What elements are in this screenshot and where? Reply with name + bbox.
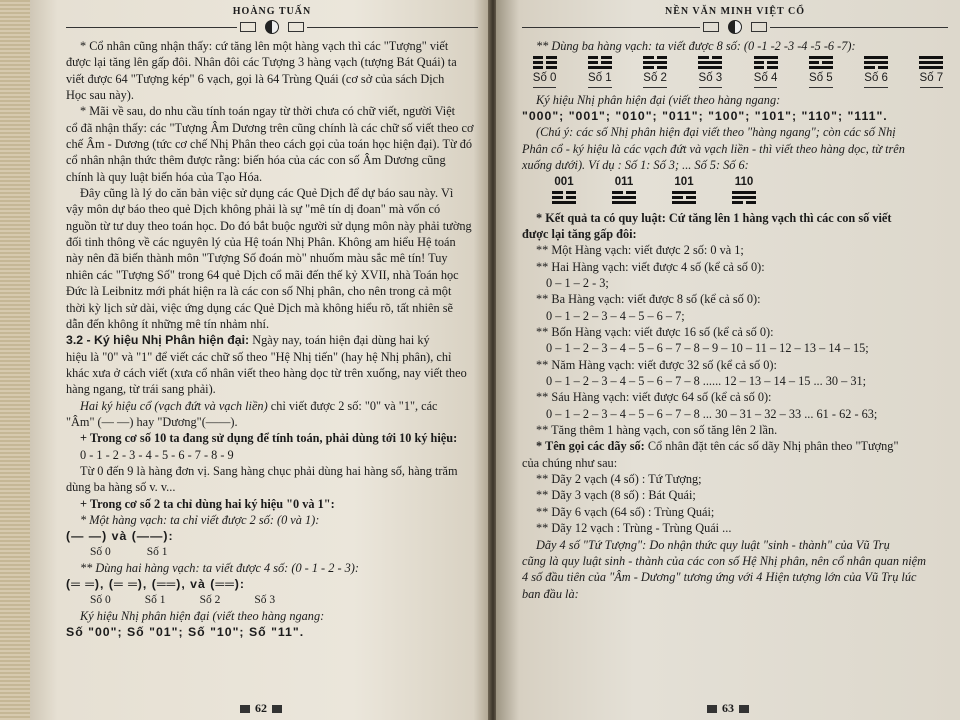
list-item: 0 – 1 – 2 – 3 – 4 – 5 – 6 – 7 – 8 ... 30 – 31 – 32 – 33 ... 61 - 62 - 63; bbox=[546, 406, 878, 421]
bold-text: được lại tăng gấp đôi: bbox=[522, 226, 637, 241]
number-label: Số 1 bbox=[144, 593, 166, 606]
italic-text: Phân cổ - ký hiệu là các vạch đứt và vạch liền - thì viết theo hàng dọc, từ trên bbox=[522, 141, 905, 156]
right-page bbox=[496, 0, 960, 720]
binary-code-label: 110 bbox=[734, 176, 754, 189]
trigram-cell bbox=[528, 56, 561, 87]
italic-text: Ký hiệu Nhị phân hiện đại (viết theo hàng ngang: bbox=[536, 92, 781, 107]
italic-text: (Chú ý: các số Nhị phân hiện đại viết theo "hàng ngang"; còn các số Nhị bbox=[536, 125, 896, 140]
trigram-icon bbox=[864, 56, 888, 69]
binary-values: "000"; "001"; "010"; "011"; "100"; "101"; "110"; "111". bbox=[522, 108, 888, 123]
text-line: dùng ba hàng số v. v... bbox=[66, 480, 176, 495]
number-label: Số 6 bbox=[864, 71, 888, 87]
running-header: NỀN VĂN MINH VIỆT CỔ bbox=[664, 6, 806, 17]
trigram-cell bbox=[749, 56, 782, 87]
binary-code-label: 011 bbox=[614, 176, 634, 189]
binary-values: Số "00"; Số "01"; Số "10"; Số "11". bbox=[66, 625, 305, 640]
trigram-icon bbox=[732, 191, 756, 204]
trigram-icon bbox=[552, 191, 576, 204]
number-label: Số 2 bbox=[199, 593, 221, 606]
trigram-icon bbox=[809, 56, 833, 69]
text-line: vậy môn dự báo theo quẻ Dịch không phải là sự "mê tín dị đoan" mà vốn có bbox=[66, 202, 441, 217]
trigram-icon bbox=[588, 56, 612, 69]
binary-code-example bbox=[552, 175, 576, 205]
list-item: ** Dãy 6 vạch (64 số) : Trùng Quái; bbox=[536, 504, 715, 519]
right-body-text bbox=[522, 38, 948, 602]
bold-text: * Tên gọi các dãy số: bbox=[536, 439, 645, 454]
text-line: Đây cũng là lý do căn bản việc sử dụng các Quẻ Dịch để dự báo sau này. Vì bbox=[80, 186, 454, 201]
number-label: Số 2 bbox=[643, 71, 667, 87]
text-line: đối tinh thông về các nguyên lý của Hệ toán Nhị Phân. Không am hiểu Hệ toán bbox=[66, 235, 456, 250]
italic-text: Dãy 4 số "Tứ Tượng": Do nhận thức quy luật "sinh - thành" của Vũ Trụ bbox=[536, 537, 890, 552]
page-number: 62 bbox=[30, 701, 492, 716]
number-label: Số 3 bbox=[699, 71, 723, 87]
page-number: 63 bbox=[496, 701, 960, 716]
trigram-cell bbox=[583, 56, 616, 87]
trigram-cell bbox=[639, 56, 672, 87]
text-line: Cổ nhân đặt tên các số dãy Nhị phân theo "Tượng" bbox=[644, 439, 899, 454]
text-line: viết được 64 "Tượng kép" 6 vạch, gọi là 64 Trùng Quái (cơ sở của sách Dịch bbox=[66, 71, 445, 86]
text-line: Học sau này). bbox=[66, 88, 134, 103]
text-line: chế Âm - Dương (tức cơ chế Nhị Phân theo cách gọi của toán học hiện đại). Từ đó bbox=[66, 137, 472, 152]
line-symbols: (— —) và (——): bbox=[66, 529, 174, 544]
number-label: Số 4 bbox=[754, 71, 778, 87]
trigram-cell bbox=[804, 56, 837, 87]
page-edge bbox=[0, 0, 30, 720]
header-ornament bbox=[522, 20, 948, 34]
text-line: được lại tăng lên gấp đôi. Nhân đôi các Tượng 3 hàng vạch (tượng Bát Quái) ta bbox=[66, 55, 457, 70]
number-label: Số 1 bbox=[588, 71, 612, 87]
italic-text: 4 số đầu tiên của "Âm - Dương" tương ứng với 4 Hiện tượng lớn của Vũ Trụ lúc bbox=[522, 570, 917, 585]
list-item: 0 – 1 – 2 – 3 – 4 – 5 – 6 – 7 – 8 – 9 – 10 – 11 – 12 – 13 – 14 – 15; bbox=[546, 341, 869, 356]
text-line: của chúng như sau: bbox=[522, 455, 618, 470]
list-item: 0 – 1 – 2 – 3 – 4 – 5 – 6 – 7; bbox=[546, 308, 685, 323]
list-item: ** Dãy 2 vạch (4 số) : Tứ Tượng; bbox=[536, 472, 702, 487]
text-line: nguồn từ tư duy theo toán học. Do đó bắt buộc người sử dụng môn này phải tường bbox=[66, 218, 472, 233]
digit-sequence: 0 - 1 - 2 - 3 - 4 - 5 - 6 - 7 - 8 - 9 bbox=[80, 447, 234, 462]
text-line: * Cổ nhân cũng nhận thấy: cứ tăng lên một hàng vạch thì các "Tượng" viết bbox=[80, 39, 449, 53]
list-item: ** Năm Hàng vạch: viết được 32 số (kể cả số 0): bbox=[536, 357, 777, 372]
list-item: ** Hai Hàng vạch: viết được 4 số (kể cả số 0): bbox=[536, 259, 765, 274]
binary-code-label: 101 bbox=[674, 176, 694, 189]
trigram-icon bbox=[612, 191, 636, 204]
section-heading: 3.2 - Ký hiệu Nhị Phân hiện đại: bbox=[66, 333, 250, 348]
trigram-cell bbox=[860, 56, 893, 87]
number-label: Số 0 bbox=[90, 593, 111, 606]
text-line: chỉ viết được 2 số: "0" và "1", các bbox=[267, 398, 438, 413]
text-line: * Mãi về sau, do nhu cầu tính toán ngay từ thời chưa có chữ viết, người Việt bbox=[80, 104, 456, 119]
number-label: Số 1 bbox=[146, 545, 168, 558]
binary-code-label: 001 bbox=[554, 176, 574, 189]
list-item: ** Dãy 12 vạch : Trùng - Trùng Quái ... bbox=[536, 521, 732, 536]
binary-code-example bbox=[612, 175, 636, 205]
yin-yang-icon bbox=[265, 20, 279, 34]
list-item: ** Sáu Hàng vạch: viết được 64 số (kể cả số 0): bbox=[536, 390, 772, 405]
binary-code-example bbox=[732, 175, 756, 205]
list-item: ** Ba Hàng vạch: viết được 8 số (kể cả số 0): bbox=[536, 292, 761, 307]
italic-text: ban đầu là: bbox=[522, 586, 579, 601]
text-line: cổ đã nhận thấy: các "Tượng Âm Dương trên cũng chính là các chữ số viết theo cơ bbox=[66, 120, 474, 135]
list-item: ** Tăng thêm 1 hàng vạch, con số tăng lên 2 lần. bbox=[536, 423, 778, 438]
list-item: 0 – 1 – 2 – 3 – 4 – 5 – 6 – 7 – 8 ...... 12 – 13 – 14 – 15 ... 30 – 31; bbox=[546, 374, 867, 389]
text-line: hiệu là "0" và "1" để viết các chữ số theo "Hệ Nhị tiến" (hay hệ Nhị phân), chỉ bbox=[66, 349, 452, 364]
trigram-icon bbox=[533, 56, 557, 69]
header-ornament bbox=[66, 20, 478, 34]
trigram-cell bbox=[694, 56, 727, 87]
line-symbols: (═ ═), (═ ═), (══), và (══): bbox=[66, 577, 245, 592]
italic-text: cũng là quy luật sinh - thành của các con số Hệ Nhị phân, nên cổ nhân quan niệm bbox=[522, 553, 927, 568]
trigram-icon bbox=[643, 56, 667, 69]
text-line: cổ nhân nhận thức thêm được rằng: biến hóa của các con số Âm Dương cũng bbox=[66, 153, 446, 168]
trigram-icon bbox=[698, 56, 722, 69]
text-line: thời kỳ lịch sử dài, việc ứng dụng các Quẻ Dịch mà không hiểu rõ, tất nhiên sẽ bbox=[66, 300, 453, 315]
list-item: 0 – 1 – 2 - 3; bbox=[546, 276, 609, 290]
number-label: Số 3 bbox=[254, 593, 276, 606]
trigram-cell bbox=[915, 56, 948, 87]
text-line: Đức là Leibnitz mới phát hiện ra là các con số Nhị phân, cho nên trong cả một bbox=[66, 284, 452, 299]
text-line: nhiên các "Tượng Số" trong 64 quẻ Dịch cổ mãi đến thế kỷ XVII, nhà Toán học bbox=[66, 267, 459, 282]
text-line: khác xưa ở cách viết (xưa cổ nhân viết theo hàng dọc từ trên xuống, nay viết theo bbox=[66, 365, 467, 380]
list-item: ** Bốn Hàng vạch: viết được 16 số (kể cả số 0): bbox=[536, 325, 774, 340]
trigram-icon bbox=[754, 56, 778, 69]
italic-text: * Một hàng vạch: ta chỉ viết được 2 số: (0 và 1): bbox=[80, 512, 320, 527]
trigram-row bbox=[528, 56, 948, 87]
number-label: Số 7 bbox=[920, 71, 944, 87]
trigram-icon bbox=[919, 56, 943, 69]
text-line: "Âm" (— —) hay "Dương"(——). bbox=[66, 414, 238, 429]
text-line: dẫn đến không ít những mê tín nhảm nhí. bbox=[66, 316, 270, 331]
bold-text: + Trong cơ số 2 ta chỉ dùng hai ký hiệu "0 và 1": bbox=[80, 496, 335, 511]
left-page bbox=[30, 0, 492, 720]
running-header: HOÀNG TUẤN bbox=[232, 6, 312, 17]
yin-yang-icon bbox=[728, 20, 742, 34]
bold-text: + Trong cơ số 10 ta đang sử dụng để tính toán, phải dùng tới 10 ký hiệu: bbox=[80, 431, 458, 446]
italic-text: xuống dưới). Ví dụ : Số 1: Số 3; ... Số 5: Số 6: bbox=[522, 158, 749, 172]
number-label: Số 0 bbox=[90, 545, 111, 558]
binary-code-example bbox=[672, 175, 696, 205]
italic-text: Ký hiệu Nhị phân hiện đại (viết theo hàng ngang: bbox=[80, 608, 325, 623]
number-label: Số 0 bbox=[533, 71, 557, 87]
trigram-icon bbox=[672, 191, 696, 204]
text-line: hàng ngang, từ trái sang phải). bbox=[66, 382, 216, 397]
list-item: ** Dãy 3 vạch (8 số) : Bát Quái; bbox=[536, 488, 696, 503]
italic-text: Hai ký hiệu cổ (vạch đứt và vạch liền) bbox=[80, 398, 268, 413]
list-item: ** Một Hàng vạch: viết được 2 số: 0 và 1; bbox=[536, 243, 744, 258]
italic-text: ** Dùng ba hàng vạch: ta viết được 8 số: (0 -1 -2 -3 -4 -5 -6 -7): bbox=[536, 39, 856, 53]
italic-text: ** Dùng hai hàng vạch: ta viết được 4 số: (0 - 1 - 2 - 3): bbox=[80, 560, 359, 575]
bold-text: * Kết quả ta có quy luật: Cứ tăng lên 1 hàng vạch thì các con số viết bbox=[536, 210, 892, 225]
code-examples bbox=[552, 175, 948, 205]
text-line: chính là quy luật biến hóa của Tạo Hóa. bbox=[66, 169, 263, 184]
left-body-text bbox=[66, 38, 478, 641]
number-label: Số 5 bbox=[809, 71, 833, 87]
text-line: này nên đã biến thành môn "Tượng Số đoán mò" nhuốm màu sắc mê tín! Tuy bbox=[66, 251, 448, 266]
text-line: Từ 0 đến 9 là hàng đơn vị. Sang hàng chục phải dùng hai hàng số, hàng trăm bbox=[80, 463, 458, 478]
text-line: Ngày nay, toán hiện đại dùng hai ký bbox=[252, 333, 430, 348]
